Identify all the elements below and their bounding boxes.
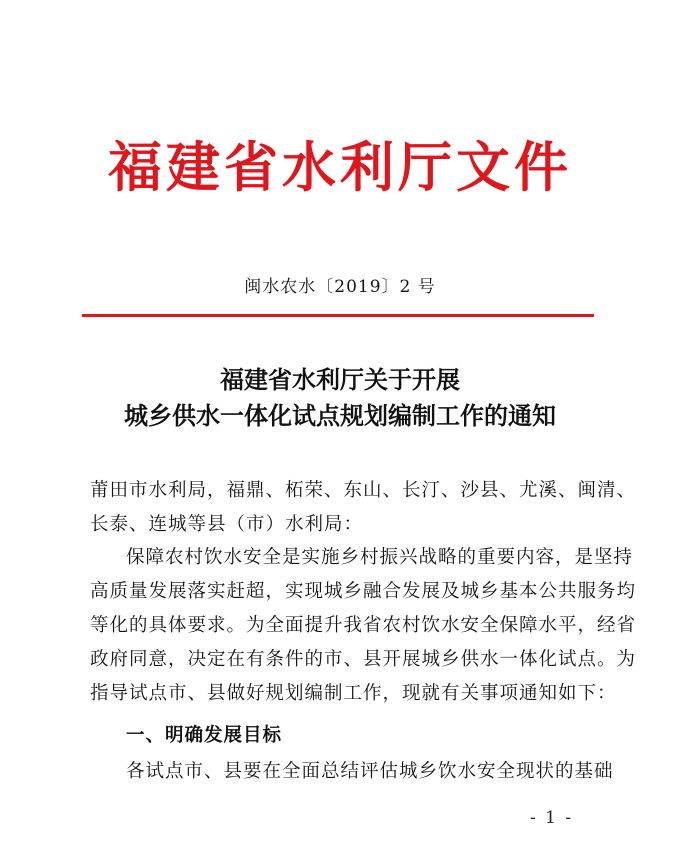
paragraph-1-line-3: 等化的具体要求。为全面提升我省农村饮水安全保障水平，经省 [90, 615, 637, 636]
notice-title-line-2: 城乡供水一体化试点规划编制工作的通知 [124, 401, 556, 430]
paragraph-1-line-5: 指导试点市、县做好规划编制工作，现就有关事项通知如下： [90, 683, 617, 704]
paragraph-1-line-4: 政府同意，决定在有条件的市、县开展城乡供水一体化试点。为 [90, 649, 637, 670]
recipients-line-2: 长泰、连城等县（市）水利局： [90, 514, 364, 535]
section-1-line-1: 各试点市、县要在全面总结评估城乡饮水安全现状的基础 [126, 761, 614, 782]
notice-title-line-1: 福建省水利厅关于开展 [220, 365, 460, 394]
paragraph-1-line-1: 保障农村饮水安全是实施乡村振兴战略的重要内容，是坚持 [126, 547, 634, 568]
paragraph-1-line-2: 高质量发展落实赶超，实现城乡融合发展及城乡基本公共服务均 [90, 581, 637, 602]
section-1-body [90, 755, 614, 789]
section-1-heading: 一、明确发展目标 [126, 725, 283, 746]
recipients-block [90, 474, 637, 542]
page-number: - 1 - [530, 808, 574, 828]
document-number: 闽水农水〔2019〕2 号 [244, 277, 436, 297]
notice-title [60, 362, 620, 434]
paragraph-1 [90, 541, 637, 711]
red-divider-line [82, 314, 594, 317]
agency-title: 福建省水利厅文件 [108, 135, 572, 199]
recipients-line-1: 莆田市水利局，福鼎、柘荣、东山、长汀、沙县、尤溪、闽清、 [90, 480, 637, 501]
